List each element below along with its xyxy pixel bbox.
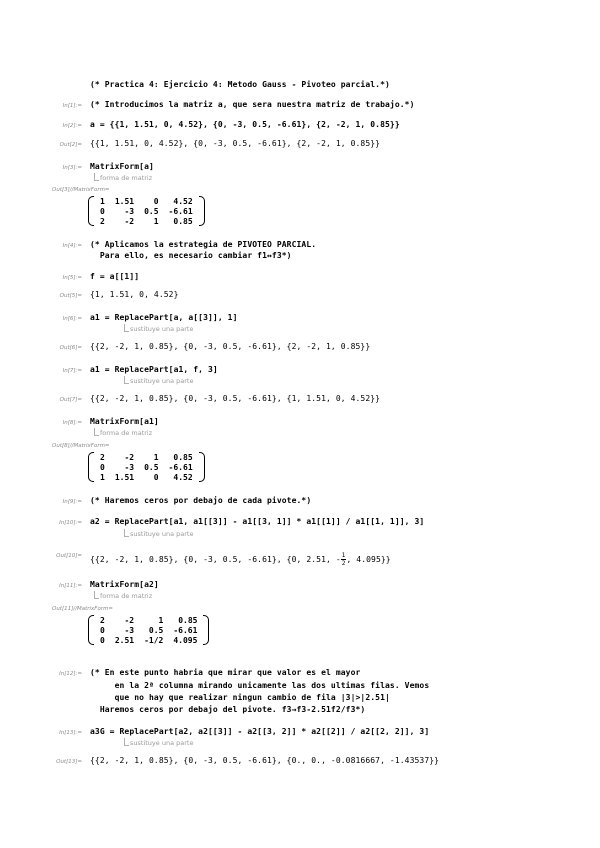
input-cell[interactable]	[0, 517, 600, 531]
right-bracket	[203, 615, 209, 645]
cell-output: {1, 1.51, 0, 4.52}	[90, 290, 179, 299]
input-cell[interactable]	[0, 313, 600, 327]
cell-output: {{2, -2, 1, 0.85}, {0, -3, 0.5, -6.61}, {0, 2.51, - $\frac{1}{2}$ , 4.095}}	[90, 552, 391, 567]
matrix-output[interactable]	[88, 615, 209, 645]
function-hint: forma de matriz	[100, 592, 153, 600]
cell-code: MatrixForm[a]	[90, 162, 154, 171]
function-hint: forma de matriz	[100, 429, 153, 437]
cell-code-line3: que no hay que realizar ningun cambio de fila |3|>|2.51|	[90, 693, 390, 702]
matrix-table: 2 -2 1 0.85 0 -3 0.5 -6.61 0 2.51 -1/2 4.095	[100, 615, 198, 645]
output-cell[interactable]	[0, 550, 600, 566]
input-cell[interactable]	[0, 580, 600, 594]
matrix-table: 1 1.51 0 4.52 0 -3 0.5 -6.61 2 -2 1 0.85	[100, 196, 193, 226]
fraction: $\frac{1}{2}$	[341, 552, 346, 567]
cell-label: Out[2]=	[59, 142, 82, 148]
input-cell[interactable]	[0, 668, 600, 718]
output-cell[interactable]	[0, 139, 600, 153]
cell-code: a1 = ReplacePart[a1, f, 3]	[90, 365, 218, 374]
cell-label: In[9]:=	[62, 499, 82, 505]
cell-label: Out[6]=	[59, 345, 82, 351]
cell-label: In[7]:=	[62, 368, 82, 374]
cell-label: In[2]:=	[62, 123, 82, 129]
right-bracket	[199, 196, 205, 226]
input-cell[interactable]	[0, 727, 600, 741]
matrix-output[interactable]	[88, 452, 205, 482]
cell-label: In[12]:=	[59, 671, 82, 677]
cell-code: (* Aplicamos la estrategia de PIVOTEO PARCIAL.	[90, 240, 317, 249]
cell-code: a2 = ReplacePart[a1, a1[[3]] - a1[[3, 1]] * a1[[1]] / a1[[1, 1]], 3]	[90, 517, 425, 526]
cell-label: In[3]:=	[62, 165, 82, 171]
cell-label: Out[7]=	[59, 397, 82, 403]
title-comment: (* Practica 4: Ejercicio 4: Metodo Gauss - Pivoteo parcial.*)	[90, 80, 390, 89]
cell-output: {{2, -2, 1, 0.85}, {0, -3, 0.5, -6.61}, {1, 1.51, 0, 4.52}}	[90, 394, 381, 403]
cell-output: {{2, -2, 1, 0.85}, {0, -3, 0.5, -6.61}, {0., 0., -0.0816667, -1.43537}}	[90, 756, 440, 765]
cell-code-line4: Haremos ceros por debajo del pivote. f3→f3-2.51f2/f3*)	[90, 705, 366, 714]
cell-code-line2: en la 2ª columna mirando unicamente las dos ultimas filas. Vemos	[90, 681, 430, 690]
input-cell[interactable]	[0, 365, 600, 379]
cell-code: a1 = ReplacePart[a, a[[3]], 1]	[90, 313, 238, 322]
cell-code: a = {{1, 1.51, 0, 4.52}, {0, -3, 0.5, -6.61}, {2, -2, 1, 0.85}}	[90, 120, 400, 129]
cell-output: {{2, -2, 1, 0.85}, {0, -3, 0.5, -6.61}, {2, -2, 1, 0.85}}	[90, 342, 371, 351]
output-cell[interactable]	[0, 756, 600, 770]
output-cell[interactable]	[0, 290, 600, 304]
cell-code: a3G = ReplacePart[a2, a2[[3]] - a2[[3, 2]] * a2[[2]] / a2[[2, 2]], 3]	[90, 727, 430, 736]
cell-label: Out[11]//MatrixForm=	[52, 606, 114, 612]
right-bracket	[199, 452, 205, 482]
input-cell[interactable]	[0, 417, 600, 431]
input-cell[interactable]	[0, 100, 600, 114]
cell-label: In[4]:=	[62, 243, 82, 249]
cell-label: In[8]:=	[62, 420, 82, 426]
left-bracket	[88, 615, 94, 645]
cell-label: Out[10]=	[56, 553, 82, 559]
cell-code: MatrixForm[a1]	[90, 417, 159, 426]
cell-label: Out[5]=	[59, 293, 82, 299]
input-cell[interactable]	[0, 496, 600, 510]
cell-label: In[13]:=	[59, 730, 82, 736]
input-cell[interactable]	[0, 240, 600, 266]
cell-label: In[1]:=	[62, 103, 82, 109]
title-comment-cell[interactable]	[0, 80, 600, 94]
function-hint: sustituye una parte	[130, 325, 194, 333]
cell-code: MatrixForm[a2]	[90, 580, 159, 589]
cell-label: Out[3]//MatrixForm=	[52, 187, 110, 193]
cell-output: {{1, 1.51, 0, 4.52}, {0, -3, 0.5, -6.61}, {2, -2, 1, 0.85}}	[90, 139, 381, 148]
cell-label: In[5]:=	[62, 275, 82, 281]
function-hint: sustituye una parte	[130, 377, 194, 385]
cell-label: In[10]:=	[59, 520, 82, 526]
input-cell[interactable]	[0, 272, 600, 286]
matrix-table: 2 -2 1 0.85 0 -3 0.5 -6.61 1 1.51 0 4.52	[100, 452, 193, 482]
cell-code: (* En este punto habria que mirar que valor es el mayor	[90, 668, 361, 677]
output-cell[interactable]	[0, 342, 600, 356]
input-cell[interactable]	[0, 120, 600, 134]
cell-code: (* Haremos ceros por debajo de cada pivote.*)	[90, 496, 312, 505]
matrix-output[interactable]	[88, 196, 205, 226]
function-hint: sustituye una parte	[130, 739, 194, 747]
cell-label: In[11]:=	[59, 583, 82, 589]
output-cell[interactable]	[0, 394, 600, 408]
cell-label: Out[13]=	[56, 759, 82, 765]
cell-label: Out[8]//MatrixForm=	[52, 443, 110, 449]
cell-code: f = a[[1]]	[90, 272, 140, 281]
left-bracket	[88, 452, 94, 482]
input-cell[interactable]	[0, 162, 600, 176]
cell-code-line2: Para ello, es necesario cambiar f1↔f3*)	[90, 251, 292, 260]
function-hint: forma de matriz	[100, 174, 153, 182]
function-hint: sustituye una parte	[130, 530, 194, 538]
left-bracket	[88, 196, 94, 226]
cell-code: (* Introducimos la matriz a, que sera nuestra matriz de trabajo.*)	[90, 100, 415, 109]
cell-label: In[6]:=	[62, 316, 82, 322]
